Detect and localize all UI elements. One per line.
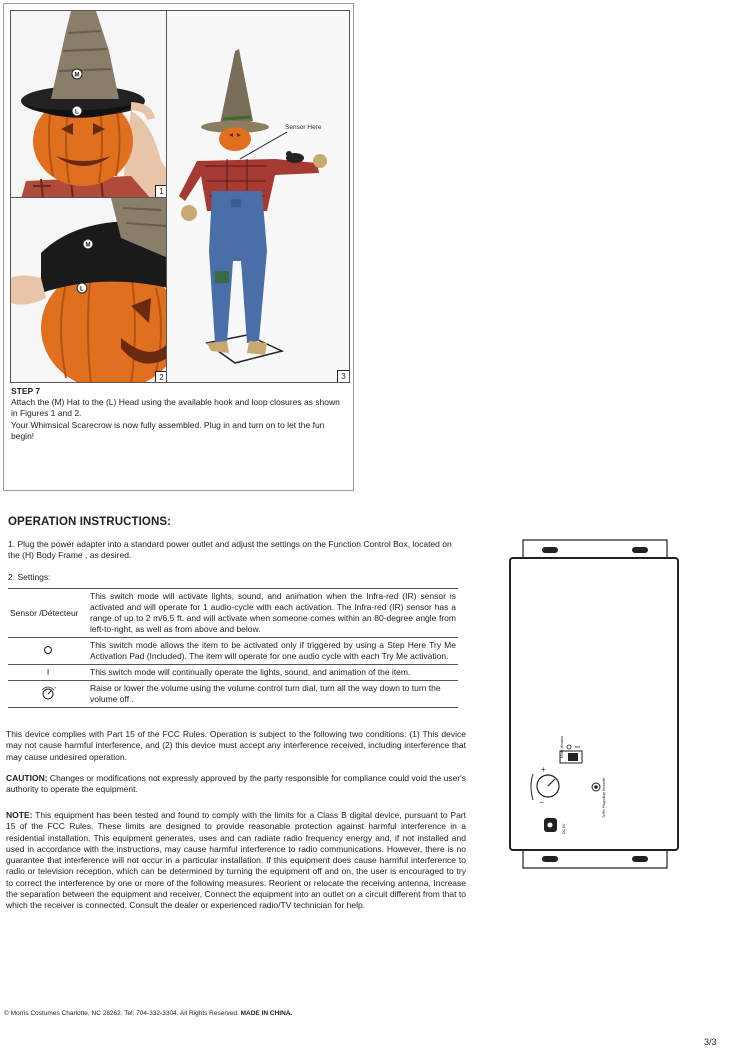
step7-panel	[3, 3, 354, 491]
figure-2	[10, 197, 167, 383]
caution-text: Changes or modifications not expressly approved by the party responsible for compliance could void the user's authority to operate the equipment.	[6, 773, 466, 795]
figure-1	[10, 10, 167, 198]
figure-3	[166, 10, 350, 383]
note-label: NOTE:	[6, 810, 33, 820]
mode-window-label: Mode Window	[560, 735, 564, 758]
setting-text-o: This switch mode allows the item to be activated only if triggered by using a Step Here Try Me Activation Pad (Included). The item will operate for one audio cycle with each Try Me activation.	[88, 638, 458, 665]
function-control-box-diagram	[505, 538, 683, 871]
step7-finish-note: Your Whimsical Scarecrow is now fully assembled. Plug in and turn on to let the fun begin!	[11, 420, 325, 441]
setting-text-volume: Raise or lower the volume using the volume control turn dial, turn all the way down to turn the volume off .	[88, 681, 458, 708]
hat-label-m-2: M	[85, 242, 91, 249]
operation-step-2: 2. Settings:	[8, 572, 51, 582]
settings-table	[8, 588, 458, 708]
fcc-compliance-text: This device complies with Part 15 of the FCC Rules. Operation is subject to the following two conditions: (1) This device may not cause harmful interference, and (2) this device must accept any interference received, including interference that may cause undesired operation.	[6, 729, 466, 762]
pumpkin-hat-illustration-2	[11, 198, 167, 383]
dc-label: DC 6V	[562, 823, 566, 834]
operation-heading: OPERATION INSTRUCTIONS:	[8, 516, 172, 528]
copyright-text: © Morris Costumes Charlotte, NC 28262. Tel: 704-332-3304. All Rights Reserved.	[4, 1010, 239, 1017]
volume-plus-label: +	[541, 765, 546, 774]
port-label: To/Re Plugs/Bay Hosaster	[602, 777, 606, 818]
caution-paragraph	[6, 773, 466, 796]
made-in-text: MADE IN CHINA.	[240, 1010, 293, 1017]
step7-instruction: Attach the (M) Hat to the (L) Head using the available hook and loop closures as shown in Figures 1 and 2.	[11, 397, 340, 418]
circle-o-symbol-icon	[44, 646, 52, 654]
note-text: This equipment has been tested and found to comply with the limits for a Class B digital device, pursuant to Part 15 of the FCC Rules. These limits are designed to provide reasonable protection against harmful interference in a residential installation. This equipment generates, uses and can radiate radio frequency energy and, if not installed and used in accordance with the instructions, may cause harmful interference to radio communications. However, there is no guarantee that interference will not occur in a particular installation. If this equipment does cause harmful interference to radio or television reception, which can be determined by turning the equipment off and on, the user is encouraged to try to correct the interference by one or more of the following measures: Reorient or relocate the receiving antenna, Increase the separation between the equipment and receiver, Connect the equipment into an outlet on a circuit different from that to which the receiver is connected. Consult the dealer or experienced radio/TV technician for help.	[6, 810, 466, 911]
step7-title: STEP 7	[11, 386, 41, 396]
page-number: 3/3	[704, 1037, 717, 1047]
hat-label-m: M	[74, 72, 80, 79]
volume-dial-icon	[39, 684, 57, 702]
sensor-label: Sensor Here	[285, 124, 322, 131]
settings-row-i	[8, 665, 458, 681]
settings-row-sensor	[8, 589, 458, 638]
volume-minus-label: −	[539, 798, 544, 807]
head-label-l: L	[75, 109, 79, 116]
figure-3-number: 3	[337, 370, 350, 383]
setting-text-i: This switch mode will continually operate the lights, sound, and animation of the item.	[88, 665, 458, 681]
scarecrow-illustration	[167, 11, 350, 383]
svg-text:+: +	[54, 684, 57, 690]
note-paragraph	[6, 810, 466, 912]
caution-label: CAUTION:	[6, 773, 48, 783]
head-label-l-2: L	[80, 286, 84, 293]
setting-text-sensor: This switch mode will activate lights, sound, and animation when the Infra-red (IR) sensor is activated and will operate for 1 audio-cycle with each activation. The Infra-red (IR) sensor has a range of up to 2 m/6.5 ft. and will activate when someone comes within an 80-degree angle from left-to-right, as well as from above and below.	[88, 589, 458, 638]
settings-row-o	[8, 638, 458, 665]
figure-2-number: 2	[155, 371, 167, 383]
control-box-outline	[505, 538, 683, 871]
operation-step-1: 1. Plug the power adapter into a standard power outlet and adjust the settings on the Function Control Box, located on the (H) Body Frame , as desired.	[8, 539, 452, 560]
footer-copyright	[4, 1010, 292, 1017]
setting-symbol-sensor: Sensor /Détecteur	[8, 589, 88, 638]
setting-symbol-i: I	[8, 665, 88, 681]
figure-1-number: 1	[155, 185, 167, 198]
settings-row-volume	[8, 681, 458, 708]
pumpkin-hat-illustration-1	[11, 11, 167, 198]
